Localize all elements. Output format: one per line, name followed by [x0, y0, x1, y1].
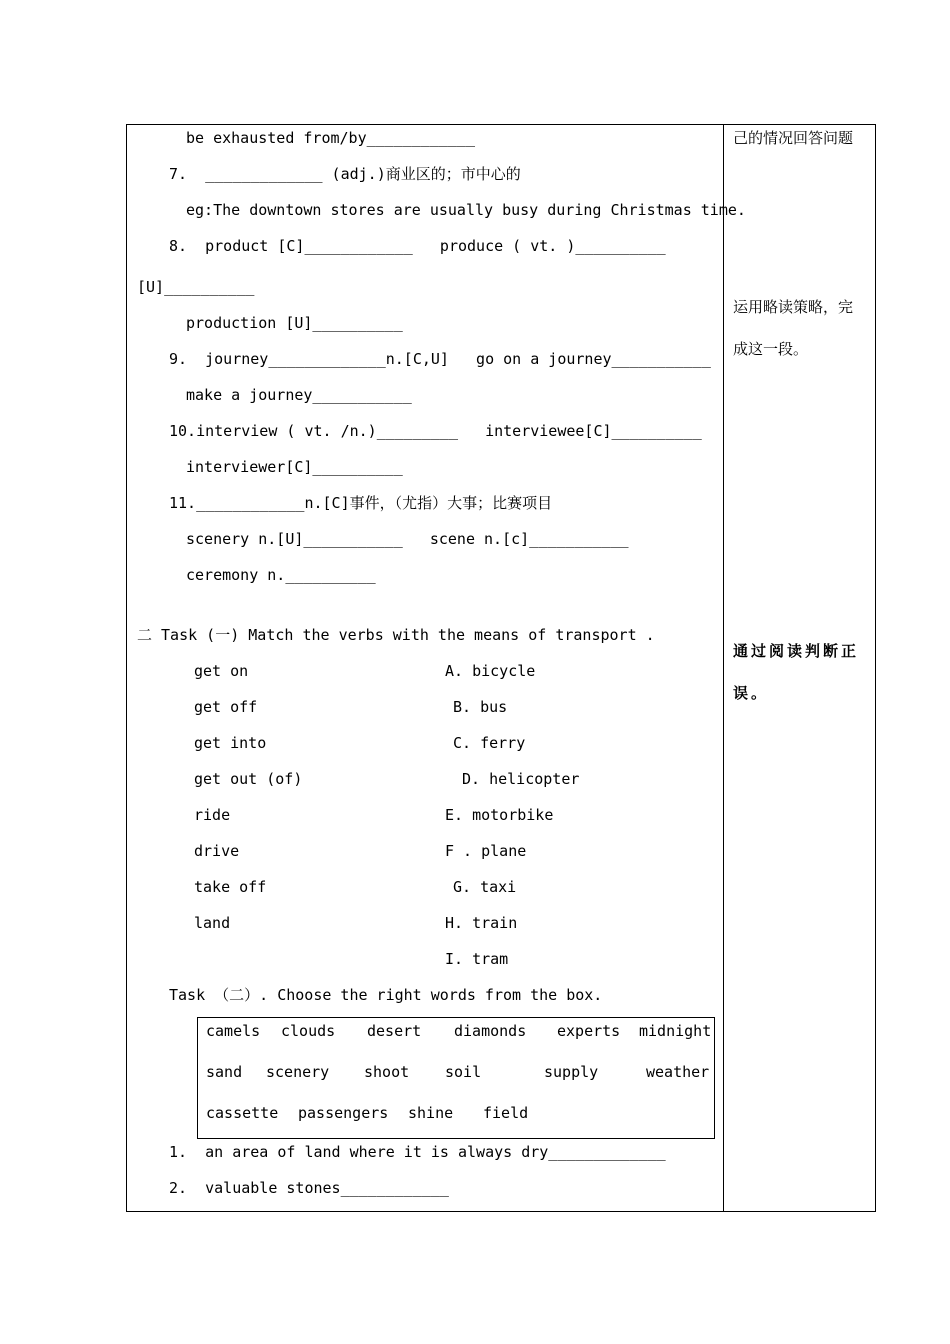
word-box-word: supply [544, 1063, 599, 1081]
word-box-word: experts [557, 1022, 621, 1040]
verb-item: land [194, 914, 231, 932]
transport-item: G. taxi [453, 878, 517, 896]
transport-item: B. bus [453, 698, 508, 716]
column-divider [723, 124, 724, 1212]
vocab-line-7: 7. _____________ (adj.)商业区的；市中心的 [169, 165, 521, 183]
vocab-example: eg:The downtown stores are usually busy during Christmas time. [186, 201, 746, 219]
transport-item: F . plane [445, 842, 527, 860]
vocab-line-11b: scenery n.[U]___________ scene n.[c]___________ [186, 530, 629, 548]
verb-item: get out (of) [194, 770, 303, 788]
note-reading-line1: 通过阅读判断正 [733, 642, 860, 660]
verb-item: take off [194, 878, 267, 896]
transport-item: E. motorbike [445, 806, 554, 824]
word-box-word: camels [206, 1022, 261, 1040]
word-box-word: diamonds [454, 1022, 527, 1040]
note-skimming-line2: 成这一段。 [733, 340, 809, 358]
word-box-word: sand [206, 1063, 243, 1081]
vocab-line-11: 11.____________n.[C]事件，（尤指）大事；比赛项目 [169, 494, 553, 512]
task2-heading: Task （二）. Choose the right words from the box. [169, 986, 603, 1004]
vocab-line-9b: make a journey___________ [186, 386, 412, 404]
word-box-word: cassette [206, 1104, 279, 1122]
note-skimming-line1: 运用略读策略，完 [733, 298, 854, 316]
verb-item: drive [194, 842, 240, 860]
word-box-word: desert [367, 1022, 422, 1040]
transport-item: I. tram [445, 950, 509, 968]
word-box-word: shoot [364, 1063, 410, 1081]
vocab-line-11c: ceremony n.__________ [186, 566, 376, 584]
transport-item: C. ferry [453, 734, 526, 752]
verb-item: get off [194, 698, 258, 716]
question-item: 2. valuable stones____________ [169, 1179, 449, 1197]
word-box-word: midnight [639, 1022, 712, 1040]
note-answer-questions: 己的情况回答问题 [733, 129, 854, 147]
word-box-word: shine [408, 1104, 454, 1122]
word-box-word: scenery [266, 1063, 330, 1081]
transport-item: H. train [445, 914, 518, 932]
word-box-word: clouds [281, 1022, 336, 1040]
vocab-line-8c: production [U]__________ [186, 314, 403, 332]
verb-item: ride [194, 806, 231, 824]
vocab-line-10b: interviewer[C]__________ [186, 458, 403, 476]
word-box-word: weather [646, 1063, 710, 1081]
task1-heading: 二 Task (一) Match the verbs with the means of transport . [137, 626, 655, 644]
verb-item: get into [194, 734, 267, 752]
question-item: 1. an area of land where it is always dry_____________ [169, 1143, 666, 1161]
note-reading-line2: 误。 [733, 684, 770, 702]
word-box-word: field [483, 1104, 529, 1122]
transport-item: A. bicycle [445, 662, 536, 680]
vocab-line-8b: [U]__________ [137, 278, 255, 296]
word-box-word: soil [445, 1063, 482, 1081]
verb-item: get on [194, 662, 249, 680]
vocab-line-9: 9. journey_____________n.[C,U] go on a journey___________ [169, 350, 711, 368]
vocab-line-1: be exhausted from/by____________ [186, 129, 475, 147]
vocab-line-10: 10.interview ( vt. /n.)_________ interviewee[C]__________ [169, 422, 702, 440]
word-box-word: passengers [298, 1104, 389, 1122]
vocab-line-8: 8. product [C]____________ produce ( vt. )__________ [169, 237, 666, 255]
transport-item: D. helicopter [462, 770, 580, 788]
